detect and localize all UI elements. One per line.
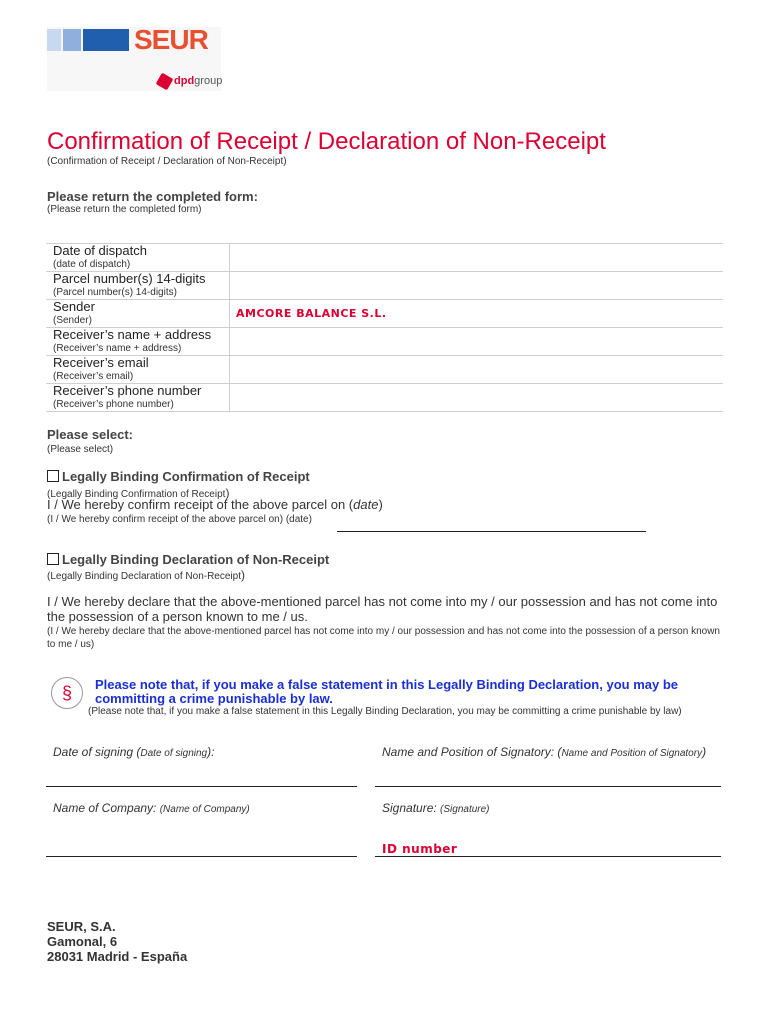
address-line-1: SEUR, S.A. — [47, 919, 116, 934]
option-confirmation[interactable] — [47, 469, 310, 484]
form-row-label: Sender — [53, 299, 95, 314]
form-row-label-sub: (Parcel number(s) 14-digits) — [53, 287, 177, 298]
company-address — [47, 919, 187, 964]
company-field[interactable] — [46, 856, 357, 857]
form-row-label-sub: (Receiver’s email) — [53, 371, 134, 382]
form-row-label-cell — [46, 356, 230, 384]
option-non-receipt-sub-text: (Legally Binding Declaration of Non-Receipt — [47, 571, 241, 582]
signature-label — [382, 801, 490, 815]
form-row-value-field[interactable] — [230, 356, 724, 384]
form-row — [46, 328, 723, 356]
non-receipt-statement-sub: (I / We hereby declare that the above-mentioned parcel has not come into my / our possession and has not come into the possession of a person known to me / us) — [47, 626, 720, 650]
form-row-label-sub: (date of dispatch) — [53, 259, 131, 270]
form-row-label: Receiver’s name + address — [53, 327, 212, 342]
form-row-label-sub: (Sender) — [53, 315, 92, 326]
form-row — [46, 384, 723, 412]
address-line-3: 28031 Madrid - España — [47, 949, 188, 964]
page-title-sub: (Confirmation of Receipt / Declaration of Non-Receipt) — [47, 156, 287, 167]
signature-field[interactable] — [375, 856, 721, 857]
form-row — [46, 244, 723, 272]
form-row-value: AMCORE BALANCE S.L. — [236, 307, 387, 320]
warning-text: Please note that, if you make a false statement in this Legally Binding Declaration, you may be committing a crime punishable by law. — [95, 677, 678, 706]
dpd-prefix: dpd — [174, 75, 195, 87]
logo-block-dark — [83, 29, 129, 51]
form-row-value-field[interactable] — [230, 328, 724, 356]
address-line-2: Gamonal, 6 — [47, 934, 118, 949]
option-non-receipt[interactable] — [47, 552, 329, 567]
select-heading: Please select: — [47, 427, 134, 442]
non-receipt-checkbox[interactable] — [47, 553, 59, 565]
confirmation-statement — [47, 497, 383, 512]
signature-sub: (Signature) — [440, 804, 490, 815]
signatory-end: ) — [702, 745, 707, 759]
non-receipt-statement: I / We hereby declare that the above-mentioned parcel has not come into my / our possession and has not come into the possession of a person known to me / us. — [47, 594, 718, 624]
form-row-value-field[interactable] — [230, 272, 724, 300]
form-row-label-sub: (Receiver’s name + address) — [53, 343, 182, 354]
form-row-label-sub: (Receiver’s phone number) — [53, 399, 174, 410]
date-of-signing-field[interactable] — [46, 786, 357, 787]
section-sign-icon: § — [51, 677, 83, 709]
option-non-receipt-sub — [47, 568, 245, 582]
form-row-value — [230, 328, 723, 335]
logo-block-light — [47, 29, 61, 51]
form-row-label: Parcel number(s) 14-digits — [53, 271, 206, 286]
option-confirmation-label: Legally Binding Confirmation of Receipt — [62, 469, 310, 484]
form-row — [46, 300, 723, 328]
dpd-group-logo — [158, 73, 222, 89]
date-of-signing-sub: Date of signing — [140, 748, 208, 759]
company-text: Name of Company: — [53, 801, 160, 815]
form-row-value — [230, 272, 723, 279]
dpd-suffix: group — [194, 75, 223, 87]
signatory-field[interactable] — [375, 786, 721, 787]
form-row-value-field[interactable] — [230, 384, 724, 412]
option-confirmation-sub-text: (Legally Binding Confirmation of Receipt — [47, 489, 226, 500]
form-row-label-cell — [46, 272, 230, 300]
confirmation-text-date: date — [353, 497, 379, 512]
form-row-label: Receiver’s phone number — [53, 383, 202, 398]
select-heading-sub: (Please select) — [47, 444, 114, 455]
confirmation-date-line[interactable] — [337, 531, 646, 532]
form-row-label-cell — [46, 244, 230, 272]
signature-text: Signature: — [382, 801, 441, 815]
option-confirmation-sub-paren: ) — [225, 486, 230, 500]
return-heading: Please return the completed form: — [47, 189, 258, 204]
form-row — [46, 356, 723, 384]
signatory-text: Name and Position of Signatory: ( — [382, 745, 562, 759]
form-row-value — [230, 244, 723, 251]
confirmation-text-before: I / We hereby confirm receipt of the above parcel on ( — [47, 497, 354, 512]
signatory-sub: Name and Position of Signatory — [561, 748, 703, 759]
company-sub: (Name of Company) — [159, 804, 250, 815]
dpd-cube-icon — [156, 72, 174, 90]
page-title: Confirmation of Receipt / Declaration of Non-Receipt — [47, 128, 606, 155]
date-of-signing-end: ): — [207, 745, 215, 759]
form-row-label: Date of dispatch — [53, 243, 147, 258]
form-row-value-field[interactable] — [230, 300, 724, 328]
form-row-value — [230, 384, 723, 391]
confirmation-text-after: ) — [378, 497, 383, 512]
form-table — [46, 243, 723, 412]
date-of-signing-text: Date of signing ( — [53, 745, 141, 759]
warning-sub: (Please note that, if you make a false statement in this Legally Binding Declaration, you may be committing a crime punishable by law) — [88, 706, 682, 717]
logo-block-mid — [63, 29, 81, 51]
form-row — [46, 272, 723, 300]
date-of-signing-label — [53, 745, 214, 759]
seur-logo: SEUR — [134, 24, 208, 55]
option-non-receipt-label: Legally Binding Declaration of Non-Receipt — [62, 552, 330, 567]
company-label — [53, 801, 250, 815]
confirmation-statement-sub: (I / We hereby confirm receipt of the above parcel on) (date) — [47, 514, 312, 525]
form-row-label-cell — [46, 328, 230, 356]
form-row-label: Receiver’s email — [53, 355, 149, 370]
id-number-label: ID number — [382, 842, 458, 856]
confirmation-checkbox[interactable] — [47, 470, 59, 482]
signatory-label — [382, 745, 706, 759]
option-non-receipt-sub-paren: ) — [241, 568, 245, 582]
form-row-value — [230, 356, 723, 363]
return-heading-sub: (Please return the completed form) — [47, 204, 202, 215]
form-row-label-cell — [46, 300, 230, 328]
form-row-value-field[interactable] — [230, 244, 724, 272]
form-row-label-cell — [46, 384, 230, 412]
